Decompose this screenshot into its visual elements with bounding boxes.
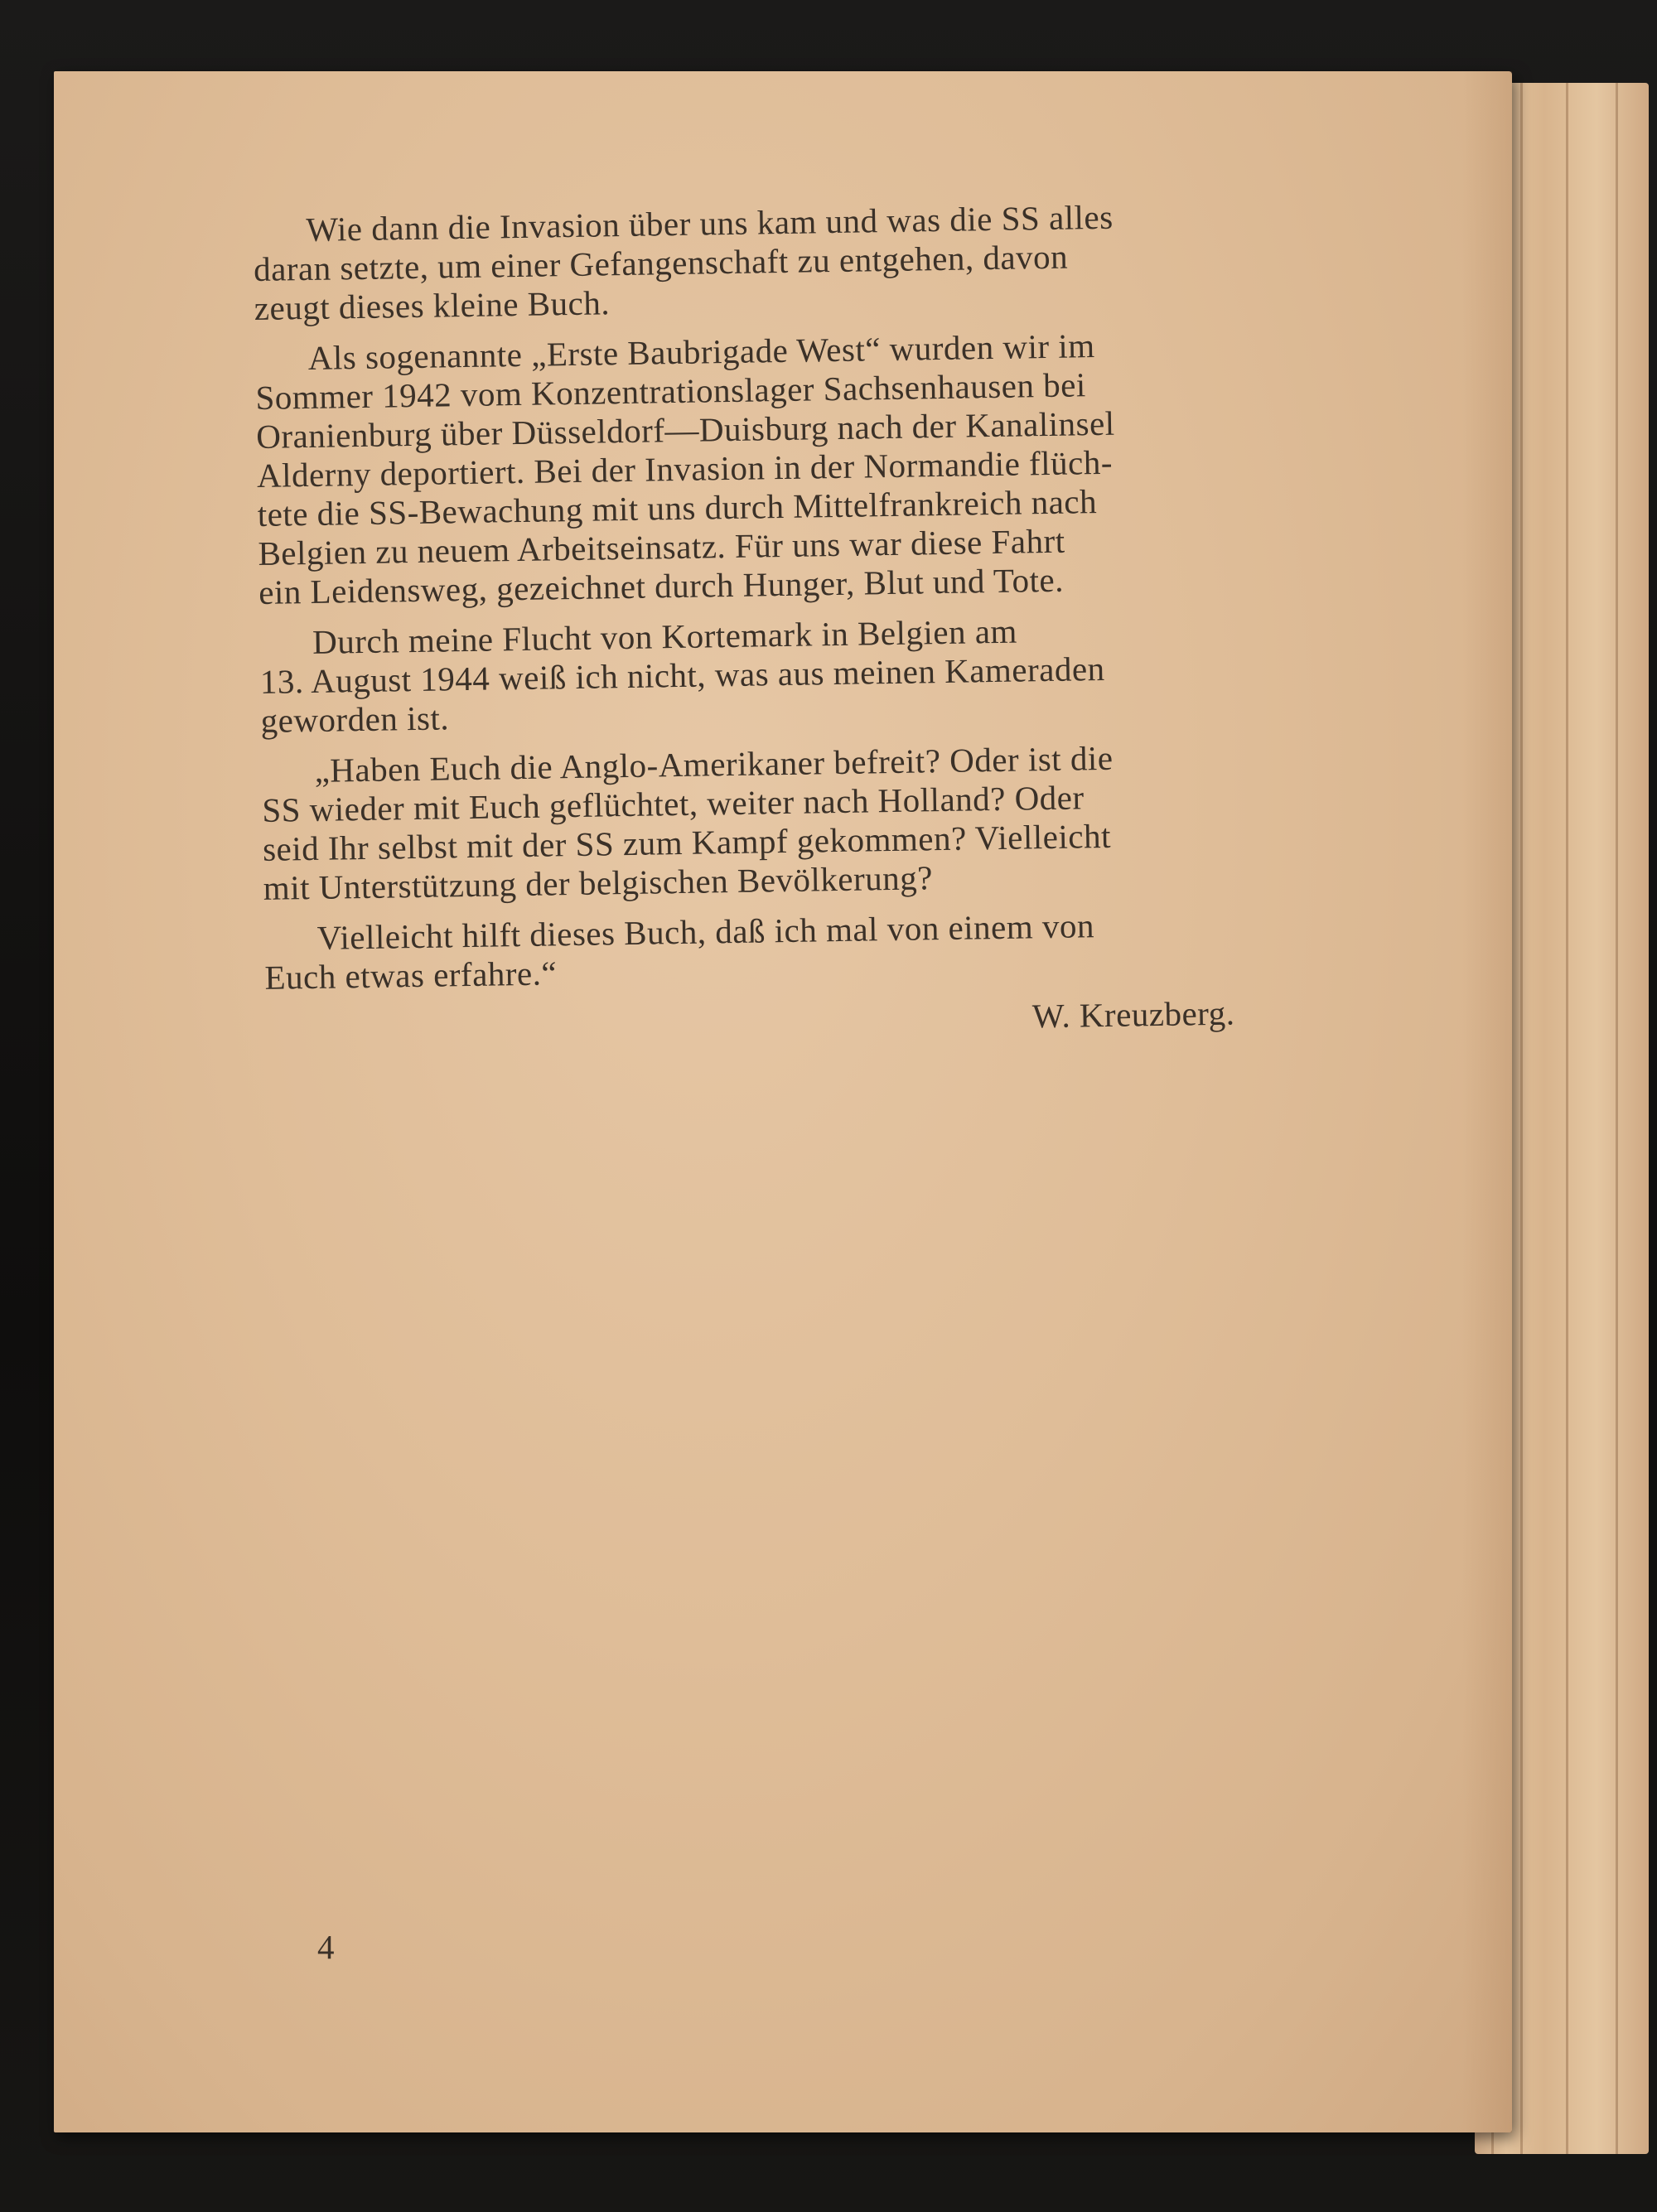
page-edge-line (1520, 83, 1523, 2154)
page-shadow-edge (1462, 71, 1512, 2132)
paragraph-2: Als sogenannte „Erste Baubrigade West“ wurden wir im Sommer 1942 vom Konzentrationslager Sachsenhausen bei Oranienburg über Düsseldorf—Duisburg nach der Kanalinsel Alderny deportiert. Bei der Invasion in der Normandie flüch- tete die SS-Bewachung mit uns durch Mittelfrankreich nach Belgien zu neuem Arbeitseinsatz. Für uns war diese Fahrt ein Leidensweg, gezeichnet durch Hunger, Blut und Tote. (255, 326, 1115, 611)
page-edge-line (1566, 83, 1568, 2154)
body-text (253, 195, 1335, 1048)
author-signature: W. Kreuzberg. (1031, 993, 1235, 1036)
paragraph-3: Durch meine Flucht von Kortemark in Belgien am 13. August 1944 weiß ich nicht, was aus meinen Kameraden geworden ist. (259, 611, 1105, 740)
page-number: 4 (317, 1928, 335, 1966)
paragraph-4: „Haben Euch die Anglo-Amerikaner befreit? Oder ist die SS wieder mit Euch geflüchtet, weiter nach Holland? Oder seid Ihr selbst mit der SS zum Kampf gekommen? Vielleicht mit Unterstützung der belgischen Bevölkerung? (261, 738, 1114, 907)
paragraph-5: Vielleicht hilft dieses Buch, daß ich mal von einem von Euch etwas erfahre.“ (264, 906, 1095, 997)
paragraph-1: Wie dann die Invasion über uns kam und was die SS alles daran setzte, um einer Gefangenschaft zu entgehen, davon zeugt dieses kleine Buch. (253, 197, 1114, 327)
page-edge-line (1616, 83, 1618, 2154)
